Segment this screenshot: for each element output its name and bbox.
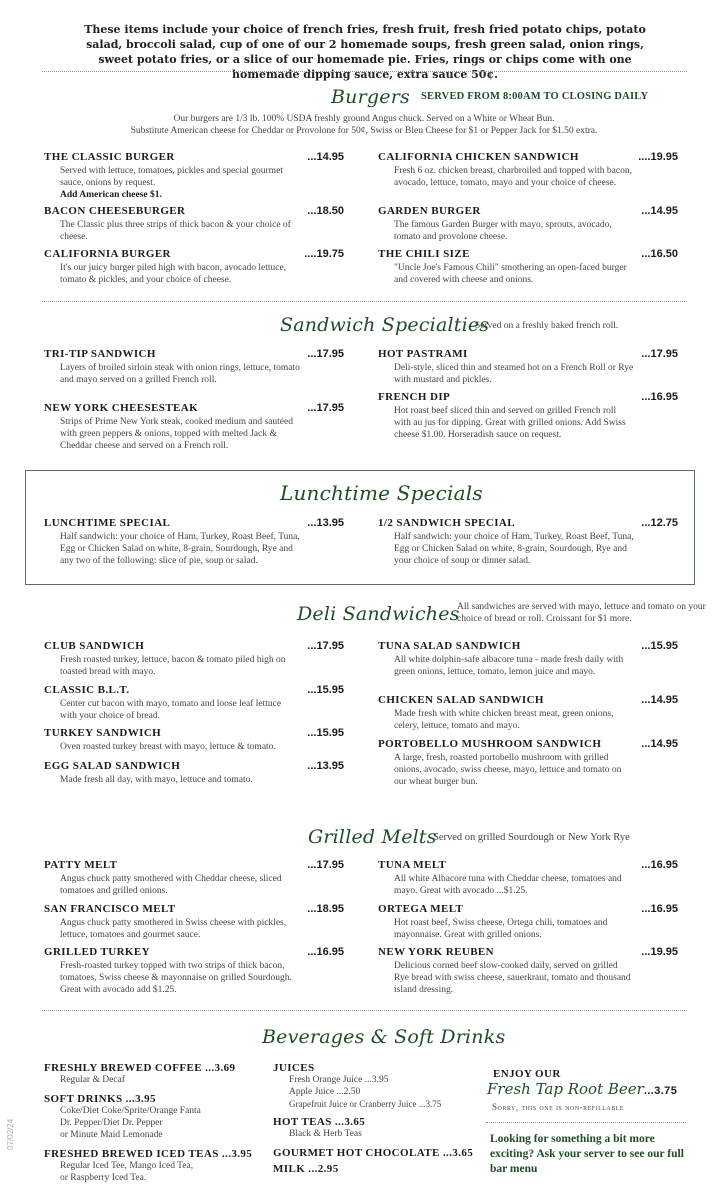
item-price: ...15.95 — [307, 684, 344, 696]
item-name: GRILLED TURKEY — [44, 946, 150, 958]
section-title-lunchtime-specials: Lunchtime Specials — [280, 481, 483, 505]
item-name: CALIFORNIA BURGER — [44, 248, 171, 260]
item-desc: All white Albacore tuna with Cheddar cheese, tomatoes and mayo. Great with avocado ...$1.25. — [394, 874, 622, 896]
beverage-desc: Regular Iced Tee, Mango Iced Tea, — [60, 1161, 194, 1171]
item-name: GARDEN BURGER — [378, 205, 481, 217]
item-name: NEW YORK CHEESESTEAK — [44, 402, 199, 414]
burgers-subtitle: SERVED FROM 8:00AM TO CLOSING DAILY — [421, 91, 649, 102]
menu-item — [44, 859, 344, 897]
item-desc: Hot roast beef, Swiss cheese, Ortega chili, tomatoes and mayonnaise. Great with grilled onions. — [394, 918, 608, 940]
item-name: NEW YORK REUBEN — [378, 946, 495, 958]
menu-item — [44, 248, 344, 286]
menu-item — [378, 517, 678, 567]
menu-item — [44, 151, 344, 201]
beverage-desc: Regular & Decaf — [60, 1075, 125, 1085]
menu-item — [44, 640, 344, 678]
beverage-desc: or Raspberry Iced Tea. — [60, 1173, 147, 1183]
menu-item — [378, 946, 678, 996]
item-price: ...16.95 — [641, 391, 678, 403]
item-price: ...17.95 — [307, 402, 344, 414]
item-desc: Half sandwich: your choice of Ham, Turkey, Roast Beef, Tuna, Egg or Chicken Salad on white, 8-grain, Sourdough, Rye and your choice of soup or dinner salad. — [394, 532, 634, 566]
item-price: ...18.95 — [307, 903, 344, 915]
bar-menu-note: Looking for something a bit more exciting? Ask your server to see our full bar menu — [490, 1133, 684, 1175]
item-desc: Center cut bacon with mayo, tomato and loose leaf lettuce with your choice of bread. — [60, 699, 282, 721]
item-desc: Half sandwich: your choice of Ham, Turkey, Roast Beef, Tuna, Egg or Chicken Salad on white, 8-grain, Sourdough, Rye and any two of the following: slice of pie, soup or salad. — [60, 532, 300, 566]
item-name: CLASSIC B.L.T. — [44, 684, 130, 696]
root-beer-note: Sorry, this one is non-refillable — [492, 1102, 625, 1112]
root-beer-price: ...3.75 — [643, 1085, 678, 1097]
beverage-desc: Coke/Diet Coke/Sprite/Orange Fanta — [60, 1106, 201, 1116]
item-desc: Fresh 6 oz. chicken breast, charbroiled and topped with bacon, avocado, lettuce, tomato, mayo and your choice of cheese. — [394, 166, 632, 188]
menu-item — [378, 640, 678, 678]
divider — [42, 301, 687, 302]
item-price: ...13.95 — [307, 760, 344, 772]
item-name: ORTEGA MELT — [378, 903, 464, 915]
item-name: CLUB SANDWICH — [44, 640, 145, 652]
item-price: ...14.95 — [641, 205, 678, 217]
item-desc: Fresh roasted turkey, lettuce, bacon & tomato piled high on toasted bread with mayo. — [60, 655, 286, 677]
section-title-burgers: Burgers — [331, 86, 410, 108]
root-beer-title: Fresh Tap Root Beer — [487, 1080, 644, 1098]
item-price: ...15.95 — [307, 727, 344, 739]
burgers-note-1: Our burgers are 1/3 lb. 100% USDA freshly ground Angus chuck. Served on a White or Wheat Bun. — [173, 114, 555, 124]
item-desc: The famous Garden Burger with mayo, sprouts, avocado, tomato and provolone cheese. — [394, 220, 612, 242]
item-name: TURKEY SANDWICH — [44, 727, 162, 739]
item-desc: Deli-style, sliced thin and steamed hot on a French Roll or Rye with mustard and pickles. — [394, 363, 634, 385]
root-beer-feature — [487, 1079, 677, 1098]
menu-item — [378, 348, 678, 386]
section-title-beverages: Beverages & Soft Drinks — [262, 1026, 506, 1048]
item-desc: Oven roasted turkey breast with mayo, lettuce & tomato. — [60, 742, 276, 752]
item-extra: Add American cheese $1. — [60, 190, 162, 200]
item-price: ...12.75 — [641, 517, 678, 529]
item-name: FRENCH DIP — [378, 391, 451, 403]
item-desc: "Uncle Joe's Famous Chili" smothering an open-faced burger and covered with cheese and onions. — [394, 263, 627, 285]
beverage-desc: Black & Herb Teas — [289, 1129, 362, 1139]
item-name: SAN FRANCISCO MELT — [44, 903, 176, 915]
item-name: HOT PASTRAMI — [378, 348, 468, 360]
item-desc: Layers of broiled sirloin steak with onion rings, lettuce, tomato and mayo served on a grilled French roll. — [60, 363, 300, 385]
enjoy-our-text: ENJOY OUR — [493, 1068, 561, 1080]
item-name: CALIFORNIA CHICKEN SANDWICH — [378, 151, 579, 163]
item-name: PORTOBELLO MUSHROOM SANDWICH — [378, 738, 602, 750]
item-desc: All white dolphin-safe albacore tuna - made fresh daily with green onions, lettuce, tomato, lemon juice and mayo. — [394, 655, 624, 677]
item-price: ...18.50 — [307, 205, 344, 217]
grilled-melts-subtitle: Served on grilled Sourdough or New York Rye — [433, 832, 630, 843]
menu-item — [378, 903, 678, 941]
beverages-column-2 — [273, 1062, 483, 1175]
item-price: ....19.75 — [304, 248, 344, 260]
beverage-name: MILK ...2.95 — [273, 1163, 339, 1175]
item-price: ....19.95 — [638, 151, 678, 163]
item-price: ...14.95 — [641, 694, 678, 706]
item-price: ...16.95 — [641, 903, 678, 915]
menu-item — [378, 205, 678, 243]
item-price: ...14.95 — [307, 151, 344, 163]
item-name: EGG SALAD SANDWICH — [44, 760, 181, 772]
divider — [42, 71, 687, 72]
item-price: ...17.95 — [307, 640, 344, 652]
deli-sandwiches-subtitle: All sandwiches are served with mayo, lettuce and tomato on your choice of bread or roll. Croissant for $1 more. — [457, 602, 706, 624]
sandwich-specialties-subtitle: Served on a freshly baked french roll. — [475, 321, 619, 331]
date-stamp: 07/02/24 — [6, 1118, 15, 1150]
divider — [42, 1010, 687, 1011]
beverage-desc: Fresh Orange Juice ...3.95 — [289, 1075, 389, 1085]
menu-item — [44, 517, 344, 567]
beverage-name: HOT TEAS ...3.65 — [273, 1116, 366, 1128]
item-name: BACON CHEESEBURGER — [44, 205, 186, 217]
menu-item — [44, 946, 344, 996]
item-name: TRI-TIP SANDWICH — [44, 348, 156, 360]
item-price: ...15.95 — [641, 640, 678, 652]
divider — [486, 1122, 686, 1123]
item-name: THE CLASSIC BURGER — [44, 151, 175, 163]
item-price: ...19.95 — [641, 946, 678, 958]
beverage-desc: Apple Juice ...2.50 — [289, 1087, 361, 1097]
item-name: TUNA SALAD SANDWICH — [378, 640, 521, 652]
item-name: TUNA MELT — [378, 859, 447, 871]
menu-item — [44, 727, 344, 753]
item-desc: Hot roast beef sliced thin and served on grilled French roll with au jus for dipping. Great with grilled onions. Add Swiss cheese $1.00. Horseradish sauce on request. — [394, 406, 626, 440]
item-price: ...16.95 — [641, 859, 678, 871]
section-title-sandwich-specialties: Sandwich Specialties — [280, 314, 490, 336]
beverage-name: FRESHLY BREWED COFFEE ...3.69 — [44, 1062, 236, 1074]
item-desc: Delicious corned beef slow-cooked daily, served on grilled Rye bread with swiss cheese, sauerkraut, tomato and thousand island dressing. — [394, 961, 631, 995]
item-desc: A large, fresh, roasted portobello mushroom with grilled onions, avocado, swiss cheese, mayo, lettuce and tomato on our wheat burger bun. — [394, 753, 622, 787]
beverage-name: GOURMET HOT CHOCOLATE ...3.65 — [273, 1147, 474, 1159]
item-name: CHICKEN SALAD SANDWICH — [378, 694, 544, 706]
beverage-desc: Grapefruit Juice or Cranberry Juice ...3.75 — [289, 1099, 442, 1109]
menu-item — [44, 760, 344, 786]
item-desc: Made fresh all day, with mayo, lettuce and tomato. — [60, 775, 253, 785]
item-desc: Served with lettuce, tomatoes, pickles and special gourmet sauce, onions by request. — [60, 166, 283, 188]
menu-item — [378, 151, 678, 189]
menu-item — [378, 694, 678, 732]
item-price: ...17.95 — [307, 348, 344, 360]
item-name: 1/2 SANDWICH SPECIAL — [378, 517, 515, 529]
item-price: ...17.95 — [307, 859, 344, 871]
menu-item — [44, 205, 344, 243]
burgers-note-2: Substitute American cheese for Cheddar or Provolone for 50¢, Swiss or Bleu Cheese for $1 or Pepper Jack for $1.50 extra. — [130, 126, 598, 136]
beverage-name: SOFT DRINKS ...3.95 — [44, 1093, 156, 1105]
beverage-desc: Dr. Pepper/Diet Dr. Pepper — [60, 1118, 163, 1128]
item-desc: Angus chuck patty smothered with Cheddar cheese, sliced tomatoes and grilled onions. — [60, 874, 282, 896]
item-name: LUNCHTIME SPECIAL — [44, 517, 171, 529]
menu-item — [44, 402, 344, 452]
item-price: ...14.95 — [641, 738, 678, 750]
item-price: ...16.95 — [307, 946, 344, 958]
menu-item — [378, 859, 678, 897]
menu-item — [378, 391, 678, 441]
item-desc: Angus chuck patty smothered in Swiss cheese with pickles, lettuce, tomatoes and gourmet sauce. — [60, 918, 287, 940]
item-desc: It's our juicy burger piled high with bacon, avocado lettuce, tomato & pickles, and your choice of cheese. — [60, 263, 287, 285]
section-title-deli-sandwiches: Deli Sandwiches — [297, 603, 460, 625]
menu-item — [44, 348, 344, 386]
intro-text: These items include your choice of french fries, fresh fruit, fresh fried potato chips, potato salad, broccoli salad, cup of one of our 2 homemade soups, fresh green salad, onion rings, sweet potato fries, or a slice of our homemade pie. Fries, rings or chips come with one homemade dipping sauce, extra sauce 50¢. — [84, 23, 646, 81]
item-desc: The Classic plus three strips of thick bacon & your choice of cheese. — [60, 220, 291, 242]
item-desc: Made fresh with white chicken breast meat, green onions, celery, lettuce, tomato and mayo. — [394, 709, 614, 731]
item-price: ...16.50 — [641, 248, 678, 260]
beverages-column-1 — [44, 1062, 254, 1184]
item-name: THE CHILI SIZE — [378, 248, 470, 260]
item-price: ...13.95 — [307, 517, 344, 529]
menu-item — [44, 903, 344, 941]
item-desc: Fresh-roasted turkey topped with two strips of thick bacon, tomatoes, Swiss cheese & mayonnaise on grilled Sourdough. Great with avocado add $1.25. — [60, 961, 292, 995]
beverage-name: JUICES — [273, 1062, 315, 1074]
item-price: ...17.95 — [641, 348, 678, 360]
item-name: PATTY MELT — [44, 859, 118, 871]
section-title-grilled-melts: Grilled Melts — [308, 826, 437, 848]
beverage-name: FRESHED BREWED ICED TEAS ...3.95 — [44, 1148, 253, 1160]
beverage-desc: or Minute Maid Lemonade — [60, 1130, 163, 1140]
menu-item — [44, 684, 344, 722]
item-desc: Strips of Prime New York steak, cooked medium and sautéed with green peppers & onions, topped with melted Jack & Cheddar cheese and served on a French roll. — [60, 417, 293, 451]
menu-item — [378, 248, 678, 286]
menu-item — [378, 738, 678, 788]
